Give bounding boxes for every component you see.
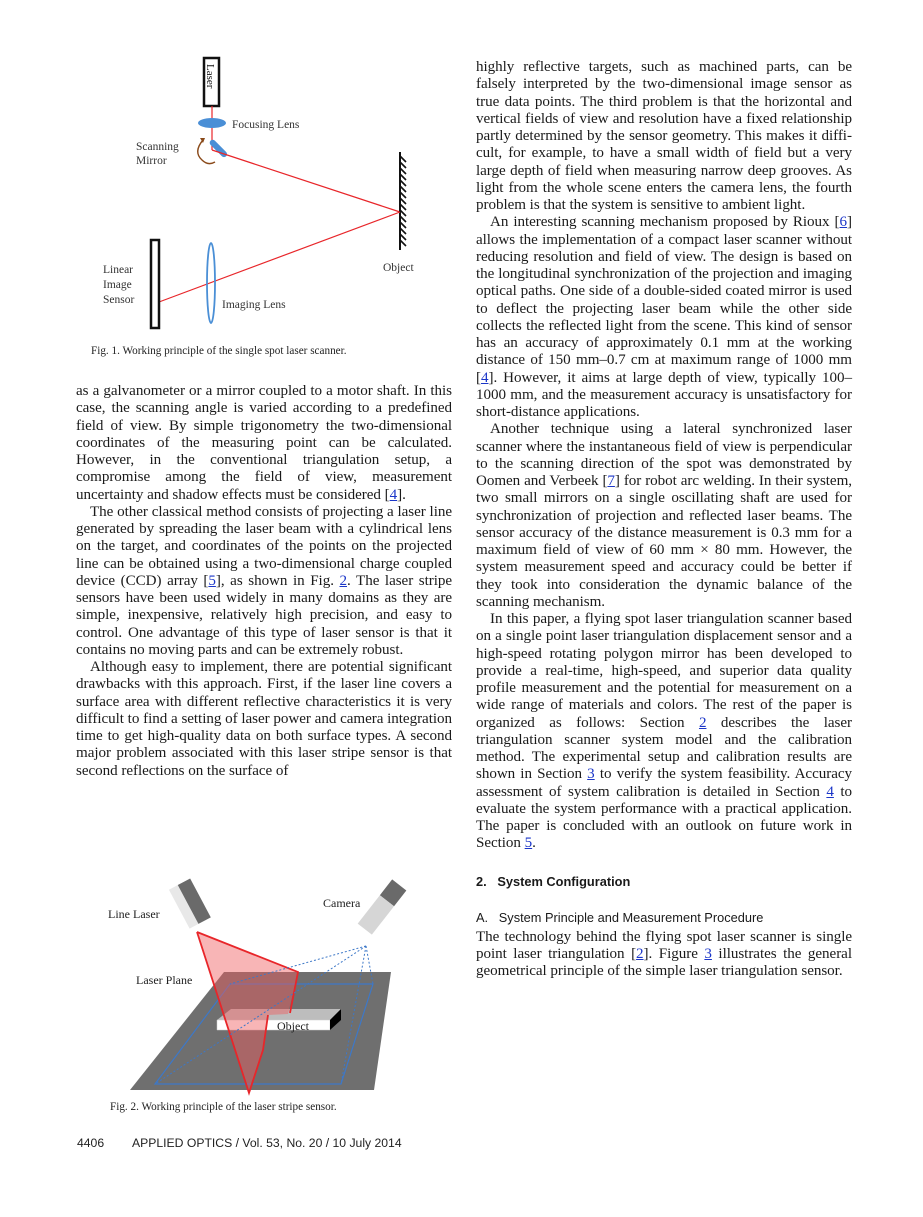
page-footer <box>77 1136 402 1150</box>
text-run: illustrates the general geometrical principle of the simple laser triangulation sensor. <box>476 945 852 979</box>
text-run: as a galvanometer or a mirror coupled to a motor shaft. In this case, the scanning angle is varied according to a predefined field of view. By simple trigonometry the two-dimensional coordinates of the measuring point can be calculated. However, in the conventional triangulation setup, a compromise among the field of view, measurement uncertainty and shadow effects must be considered [ <box>76 383 452 503</box>
text-run: ] allows the implementation of a compact laser scanner without reducing resolution and field of view. The design is based on the longitudinal synchronization of the projection and imaging optical paths. One side of a double-sided coated mirror is used to deflect the projecting laser beam while the other side collects the reflected light from the scene. This kind of sensor has an accuracy of approximately 0.1 mm at the working distance of 150 mm–0.7 cm at maximum range of 1000 mm [ <box>476 214 852 386</box>
text-run: ] for robot arc welding. In their system, two small mirrors on a single oscillating shaft are used for synchronization of projection and reflected laser beams. The sensor accuracy of the distance measurement is 0.3 mm for a maximum field of view of 60 mm × 80 mm. However, the system measurement speed and accuracy could be better if they took into consideration the dynamic balance of the scanning mechanism. <box>476 473 852 610</box>
object-label: Object <box>277 1019 309 1033</box>
text-run: to verify the system feasibility. Accuracy assessment of system calibration is detailed in Section <box>476 766 852 800</box>
scanning-mirror-label-line2: Mirror <box>136 155 167 167</box>
figure-2-diagram <box>95 870 425 1100</box>
citation-link[interactable]: 4 <box>480 369 489 386</box>
page-number: 4406 <box>77 1136 105 1150</box>
camera-icon <box>358 879 407 934</box>
section-link[interactable]: 5 <box>524 835 533 852</box>
journal-citation: APPLIED OPTICS / Vol. 53, No. 20 / 10 July 2014 <box>132 1136 402 1150</box>
citation-link[interactable]: 7 <box>607 473 615 489</box>
linear-image-sensor-box <box>151 240 159 328</box>
figure-2-caption: Fig. 2. Working principle of the laser stripe sensor. <box>110 1101 337 1113</box>
text-run: The other classical method consists of projecting a laser line generated by spreading the laser beam with a cylindrical lens on the target, and coordinates of the points on the projected line can be obtained using a two-dimensional charge coupled device (CCD) array [ <box>76 503 452 589</box>
citation-link[interactable]: 2 <box>636 945 644 962</box>
text-run: An interesting scanning mechanism proposed by Rioux [ <box>490 214 840 231</box>
section-link[interactable]: 3 <box>587 766 595 783</box>
line-laser-label: Line Laser <box>108 907 160 921</box>
text-run: ]. However, it aims at large depth of view, typically 100–1000 mm, and the measurement accuracy is unsatisfactory for short-distance applications. <box>476 369 852 420</box>
citation-link[interactable]: 4 <box>389 486 398 503</box>
paragraph <box>476 421 852 611</box>
paragraph <box>476 59 852 214</box>
figure-1-diagram <box>90 40 450 340</box>
text-run: . The laser stripe sensors have been used widely in many domains as they are simple, inexpensive, relatively high precision, and easy to control. One advantage of this type of laser sensor is that it contains no moving parts and can be extremely robust. <box>76 572 452 658</box>
text-run: . <box>532 835 536 852</box>
linear-sensor-label-line3: Sensor <box>103 294 135 306</box>
citation-link[interactable]: 6 <box>839 214 848 231</box>
linear-sensor-label-line1: Linear <box>103 264 134 276</box>
scanning-mirror-label-line1: Scanning <box>136 141 179 153</box>
object-surface-icon <box>400 152 406 250</box>
text-run: to evaluate the system performance with a practical application. The paper is concluded with an outlook on future work in Section <box>476 783 852 852</box>
laser-beam-to-object <box>212 150 400 212</box>
figure-link[interactable]: 3 <box>704 945 712 962</box>
camera-label: Camera <box>323 896 361 910</box>
text-run: Another technique using a lateral synchronized laser scanner where the instantaneous field of view is perpendicular to the scanning direction of the spot was demonstrated by Oomen and Verbeek [ <box>476 421 852 489</box>
citation-link[interactable]: 5 <box>208 572 216 589</box>
figure-link[interactable]: 2 <box>339 572 347 589</box>
text-run: highly reflective targets, such as machined parts, can be falsely interpreted by the two-dimensional image sensor as true data points. The third problem is that the horizontal and vertical fields of view and resolution have a fixed relationship partly determined by the sensor geometry. This makes it difficult, for example, to have a small width of field but a very large depth of field when measuring narrow deep grooves. As light from the whole scene enters the camera lens, the fourth problem is that the system is sensitive to ambient light. <box>476 59 852 213</box>
line-laser-icon <box>169 878 211 928</box>
laser-label: Laser <box>204 64 216 89</box>
section-heading: 2. System Configuration <box>476 873 631 889</box>
text-run: ], as shown in Fig. <box>215 572 340 589</box>
laser-plane-label: Laser Plane <box>136 973 193 987</box>
text-run: The technology behind the flying spot laser scanner is single point laser triangulation [ <box>476 928 852 962</box>
paragraph <box>476 929 852 981</box>
paragraph <box>476 214 852 421</box>
imaging-lens-label: Imaging Lens <box>222 299 286 311</box>
paragraph <box>76 659 452 780</box>
text-run: ]. <box>397 486 406 503</box>
laser-beam-reflected <box>159 212 400 302</box>
text-run: describes the laser triangulation scanner system model and the calibration method. The experimental setup and calibration results are shown in Section <box>476 714 852 783</box>
paragraph <box>476 611 852 853</box>
section-link[interactable]: 2 <box>698 714 707 731</box>
right-column <box>476 59 852 980</box>
left-column <box>76 383 452 780</box>
text-run: ]. Figure <box>643 945 705 962</box>
linear-sensor-label-line2: Image <box>103 279 132 291</box>
text-run: In this paper, a flying spot laser triangulation scanner based on a single point laser triangulation displacement sensor and a high-speed rotating polygon mirror has been developed to provide a real-time, high-speed, and superior data quality profile measurement and the potential for measurement on a wide range of materials and colors. The rest of the paper is organized as follows: Section <box>476 611 852 731</box>
focusing-lens-icon <box>198 118 226 128</box>
subsection-heading: A. System Principle and Measurement Procedure <box>476 909 764 925</box>
paragraph <box>76 504 452 659</box>
focusing-lens-label: Focusing Lens <box>232 119 300 131</box>
object-label: Object <box>383 262 414 274</box>
figure-1-caption: Fig. 1. Working principle of the single spot laser scanner. <box>91 345 347 357</box>
paragraph <box>76 383 452 504</box>
text-run: Although easy to implement, there are potential significant drawbacks with this approach. First, if the laser line covers a surface area with different reflective characteristics it is very difficult to find a setting of laser power and camera integration time to get high-quality data on both surface types. A second major problem associated with this laser stripe sensor is that second reflections on the surface of <box>76 659 452 779</box>
section-link[interactable]: 4 <box>826 783 834 800</box>
